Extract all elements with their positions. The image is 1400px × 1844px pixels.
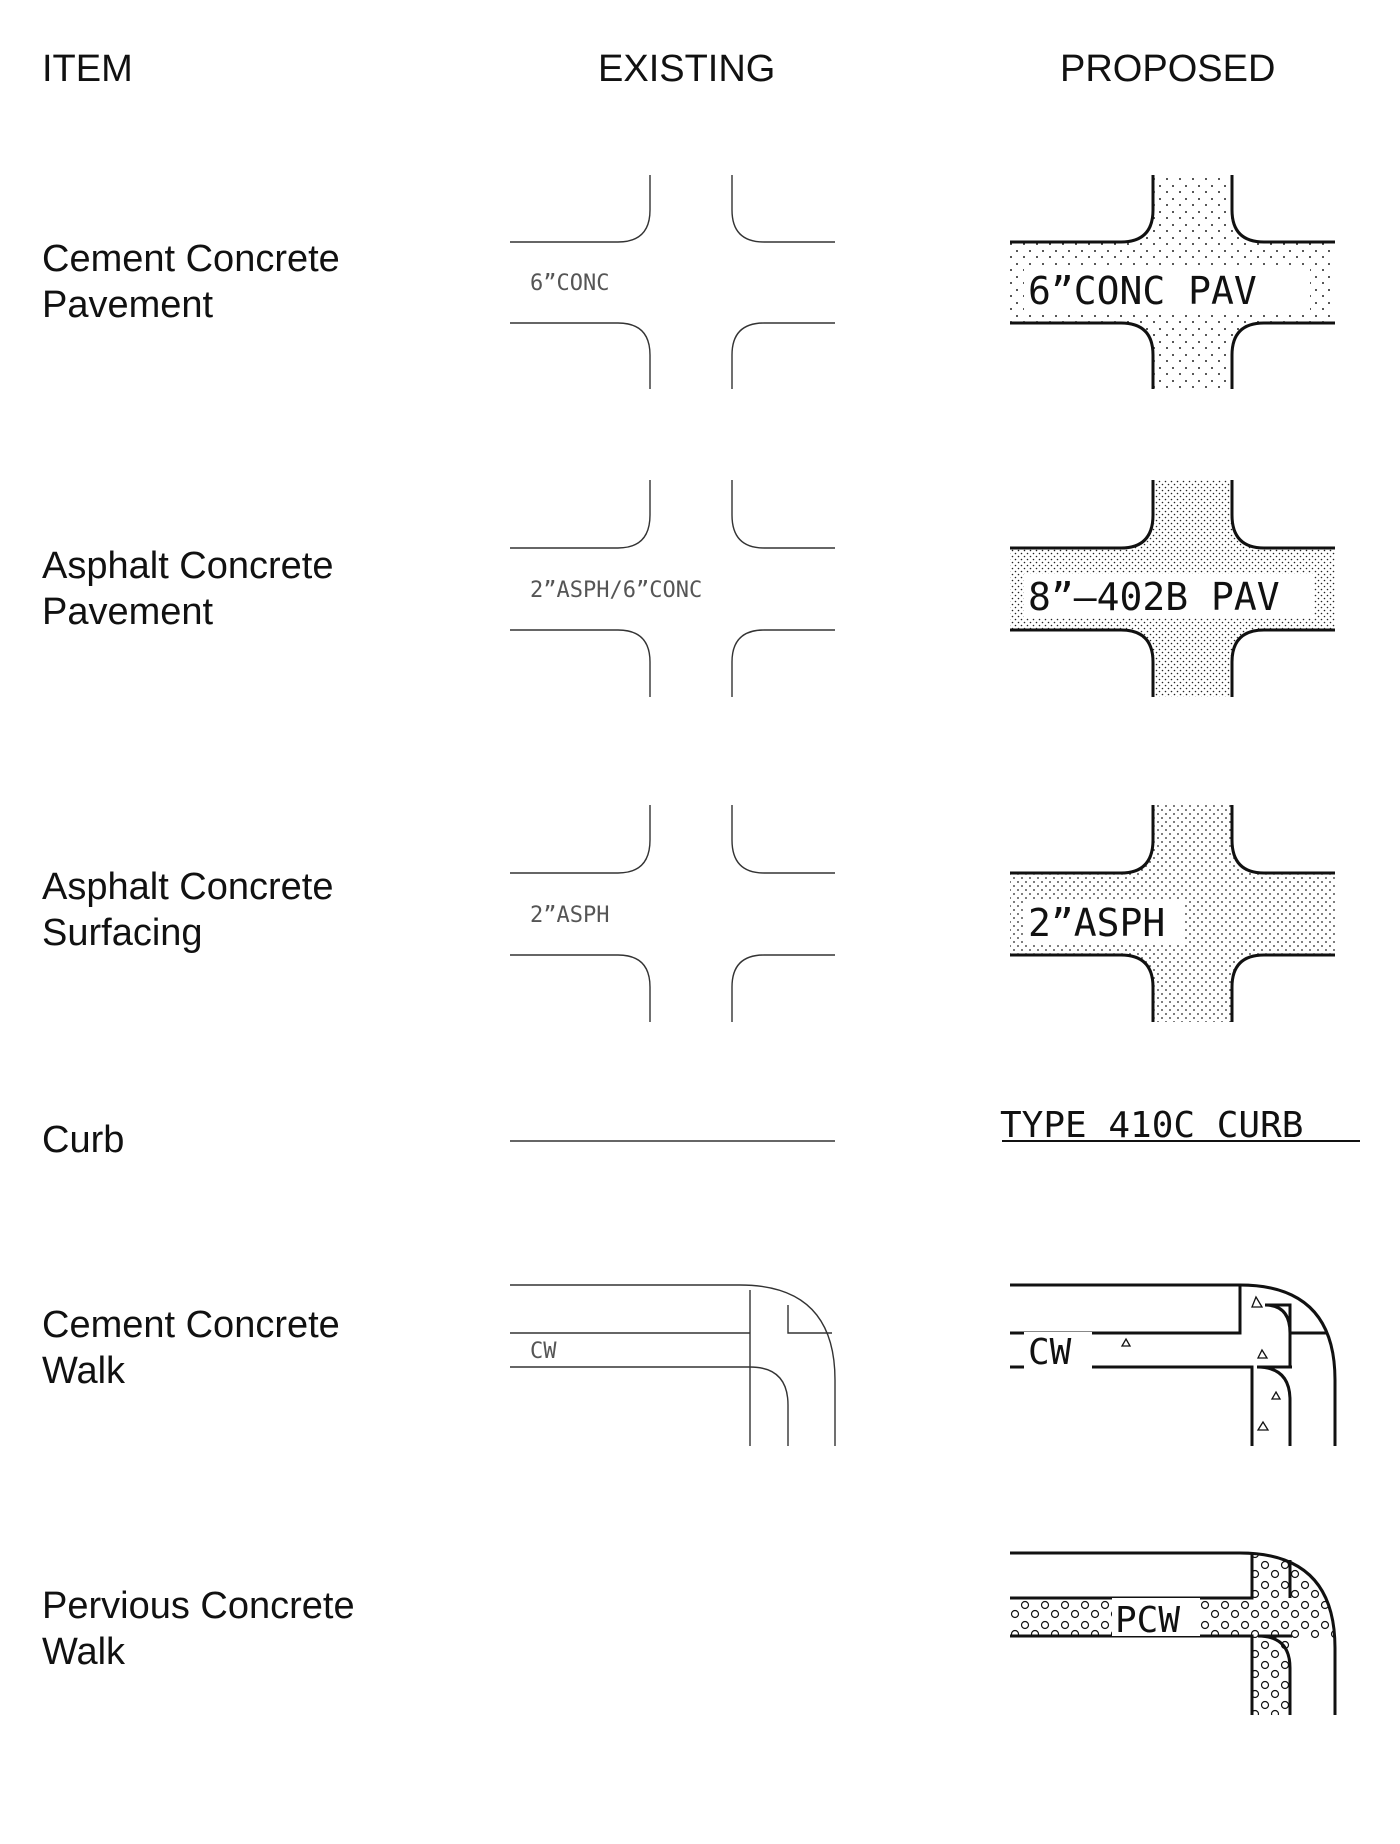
proposed-asphalt-concrete-pavement-symbol bbox=[1010, 480, 1335, 697]
proposed-label-pervious-concrete-walk: PCW bbox=[1115, 1600, 1181, 1641]
header-item: ITEM bbox=[42, 48, 133, 90]
item-label-pervious-concrete-walk: Pervious Concrete Walk bbox=[42, 1585, 355, 1673]
proposed-curb-symbol bbox=[1000, 1105, 1360, 1146]
existing-label-asphalt-concrete-surfacing: 2”ASPH bbox=[530, 903, 610, 928]
proposed-asphalt-concrete-surfacing-symbol bbox=[1010, 805, 1335, 1022]
proposed-label-asphalt-concrete-surfacing: 2”ASPH bbox=[1028, 901, 1166, 945]
item-label-cement-concrete-pavement: Cement Concrete Pavement bbox=[42, 238, 340, 326]
item-label-asphalt-concrete-surfacing: Asphalt Concrete Surfacing bbox=[42, 866, 334, 954]
proposed-label-cement-concrete-pavement: 6”CONC PAV bbox=[1028, 269, 1257, 313]
proposed-cement-concrete-walk-symbol bbox=[1010, 1285, 1335, 1446]
proposed-pervious-concrete-walk-symbol bbox=[1010, 1553, 1335, 1715]
existing-label-cement-concrete-pavement: 6”CONC bbox=[530, 271, 610, 296]
item-label-cement-concrete-walk: Cement Concrete Walk bbox=[42, 1304, 340, 1392]
existing-cement-concrete-walk-symbol bbox=[510, 1285, 835, 1446]
header-proposed: PROPOSED bbox=[1060, 48, 1276, 90]
existing-label-asphalt-concrete-pavement: 2”ASPH/6”CONC bbox=[530, 578, 703, 603]
proposed-label-cement-concrete-walk: CW bbox=[1028, 1332, 1072, 1373]
item-label-curb: Curb bbox=[42, 1119, 125, 1161]
item-label-asphalt-concrete-pavement: Asphalt Concrete Pavement bbox=[42, 545, 334, 633]
proposed-label-curb: TYPE 410C CURB bbox=[1000, 1105, 1304, 1146]
proposed-label-asphalt-concrete-pavement: 8”–402B PAV bbox=[1028, 575, 1280, 619]
header-existing: EXISTING bbox=[598, 48, 776, 90]
proposed-cement-concrete-pavement-symbol bbox=[1010, 175, 1335, 389]
existing-label-cement-concrete-walk: CW bbox=[530, 1339, 557, 1364]
